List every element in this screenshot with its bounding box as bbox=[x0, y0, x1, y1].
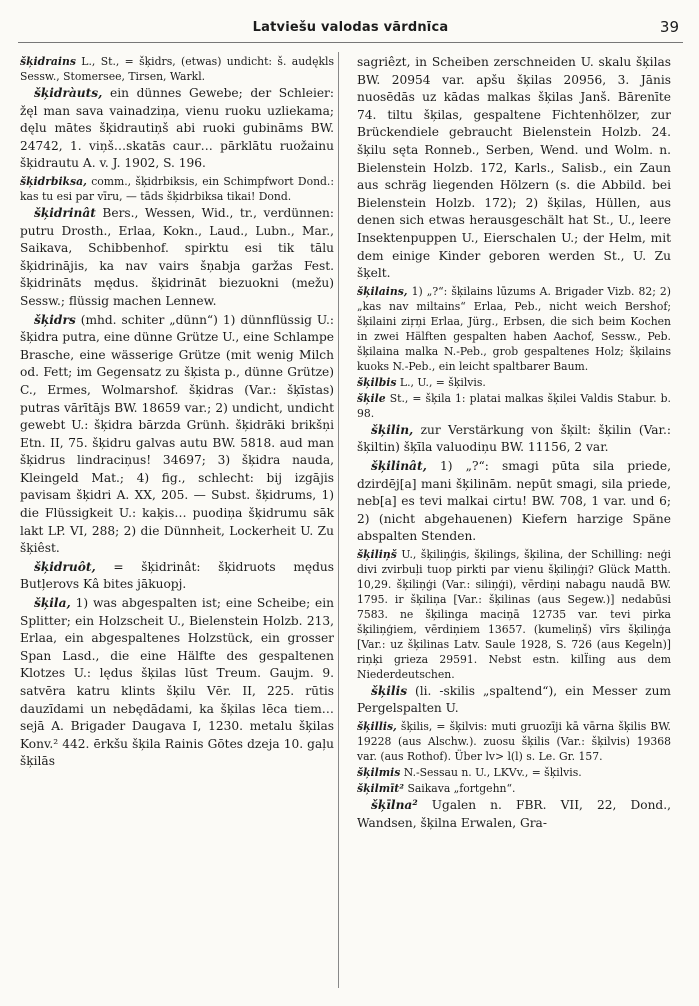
entry-definition: sagriêzt, in Scheiben zerschneiden U. skalu šķilas BW. 20954 var. apšu šķilas 20956, 3. Jānis nuosēdās uz kādas malkas šķilas Janš. Bārenīte 74. tiltu šķilas, gespaltene Fichtenhölzer, zur Brückendiele gebraucht Bielenstein Holzb. 24. šķilu sęta Ronneb., Serben, Wend. und Wolm. n. Bielenstein Holzb. 172, Karls., Salisb., ein Zaun aus schräg liegenden Hölzern (s. die Abbild. bei Bielenstein Holzb. 172); 2) šķilas, Hüllen, aus denen sich etwas herausgeschält hat St., U., leere Insektenpuppen U., Eierschalen U.; der Helm, mit dem einige Kinder geboren werden St., U. Zu šķelt. bbox=[357, 55, 671, 281]
entry-definition: šķilis, = šķilvis: muti gruozīji kā vārna šķilis BW. 19228 (aus Alschw.). zuosu šķilis (Var.: šķilvis) 19368 var. (aus Rothof). Über lv> l(l) s. Le. Gr. 157. bbox=[357, 720, 671, 764]
entry-headword: šķidrbiksa, bbox=[20, 174, 87, 188]
dictionary-entry bbox=[357, 458, 671, 546]
dictionary-entry bbox=[20, 559, 334, 594]
entry-headword: šķilis bbox=[371, 683, 408, 698]
page-number: 39 bbox=[659, 18, 679, 36]
entry-headword: šķidruôt, bbox=[34, 559, 96, 574]
entry-headword: šķidràuts, bbox=[34, 86, 103, 100]
entry-definition: = šķidrinât: šķidruots mędus Butļerovs Kâ bites jākuopj. bbox=[20, 559, 334, 592]
entry-definition: zur Verstärkung von šķilt: šķilin (Var.: šķiltin) šķīla valuodiņu BW. 11156, 2 var. bbox=[357, 422, 671, 455]
entry-headword: šķidrinât bbox=[34, 205, 96, 220]
dictionary-entry bbox=[20, 174, 334, 204]
dictionary-entry bbox=[357, 547, 671, 682]
entry-definition: 1) was abgespalten ist; eine Scheibe; ein Splitter; ein Holzscheit U., Bielenstein Holzb. 213, Erlaa, ein abgespaltenes Holzstück, ein grosser Span Lasd., die eine Hälfte des gespaltenen Klotzes U.: lędus šķilas lūst Treum. Gaujm. 9. satvēra katru klints šķilu Vēr. II, 225. rūtis dauzīdami un nebędādami, ka šķilas lēca tiem… sejā A. Brigader Daugava I, 1230. metalu šķilas Konv.² 442. ērkšu šķila Rainis Gōtes dzeja 10. gaļu šķilās bbox=[20, 596, 334, 769]
entry-definition: Bers., Wessen, Wid., tr., verdünnen: putru Drosth., Erlaa, Kokn., Laud., Lubn., Mar., Saikava, Schibbenhof. spirktu esi tik tālu šķidrinājis, ka nav vairs šņabja garžas Fest. šķidrināts mędus. šķidrināt biezuokni (mežu) Sessw.; flüssig machen Lennew. bbox=[20, 205, 334, 308]
entry-headword: šķiliņš bbox=[357, 547, 397, 561]
entry-definition: (mhd. schiter „dünn“) 1) dünnflüssig U.: šķidra putra, eine dünne Grütze U., eine Schlampe Brasche, eine wässerige Grütze (mit wenig Milch od. Fett; im Gegensatz zu šķista p., dünne Grütze) C., Ermes, Wolmarshof. šķidras (Var.: šķīstas) putras vārītājs BW. 18659 var.; 2) undicht, undicht gewebt U.: šķidra bārzda Grünh. šķidrāki brikšņi Etn. II, 75. šķidru galvas autu BW. 5818. aud man šķidrus lindraciņus! 34697; 3) šķidra nauda, Kleingeld Mat.; 4) fig., schlecht: bij izgājis pavisam šķidri A. XX, 205. — Subst. šķidrums, 1) die Flüssigkeit U.: kaķis… puodiņa šķidrumu sāk lakt LP. VI, 288; 2) die Dünnheit, Lockerheit U. Zu šķiêst. bbox=[20, 312, 334, 556]
entry-headword: šķilmīt² bbox=[357, 782, 405, 796]
left-column bbox=[20, 54, 334, 772]
dictionary-entry bbox=[20, 595, 334, 771]
entry-definition: (li. -skilis „spaltend“), ein Messer zum Pergelspalten U. bbox=[357, 683, 671, 716]
entry-headword: šķidrs bbox=[34, 312, 76, 327]
entry-definition: ein dünnes Gewebe; der Schleier: žęl man sava vainadziņa, vienu ruoku uzliekama; dęlu mātes šķidrautiņš abi ruoki gubināms BW. 24742, 1. viņš…skatās caur… pārklātu ruožainu šķidrautu A. v. J. 1902, S. 196. bbox=[20, 86, 334, 171]
dictionary-entry bbox=[357, 797, 671, 832]
entry-headword: šķile bbox=[357, 391, 386, 405]
dictionary-entry bbox=[357, 765, 671, 780]
entry-definition: Ugalen n. FBR. VII, 22, Dond., Wandsen, šķilna Erwalen, Gra- bbox=[357, 798, 671, 830]
entry-headword: šķilains, bbox=[357, 284, 408, 298]
entry-definition: N.-Sessau n. U., LKVv., = šķilvis. bbox=[400, 766, 582, 780]
dictionary-entry bbox=[20, 54, 334, 84]
entry-headword: šķidrains bbox=[20, 55, 76, 68]
entry-headword: šķilin, bbox=[371, 422, 414, 437]
entry-definition: 1) „?“: smagi pūta sila priede, dzirdēj[a] mani šķilinām. nepūt smagi, sila priede, neb[a] es tevi malkai cirtu! BW. 708, 1 var. und 6; 2) (nicht abgehauenen) Kiefern harzige Späne abspalten Stenden. bbox=[357, 458, 671, 544]
dictionary-entry bbox=[357, 375, 671, 390]
running-title: Latviešu valodas vārdnīca bbox=[252, 20, 449, 35]
entry-definition: L., U., = šķilvis. bbox=[396, 375, 486, 389]
entry-headword: šķīlna² bbox=[371, 798, 418, 813]
dictionary-entry bbox=[20, 312, 334, 558]
entry-headword: šķila, bbox=[34, 596, 71, 611]
entry-definition: L., St., = šķidrs, (etwas) undicht: š. audękls Sessw., Stomersee, Tirsen, Warkl. bbox=[20, 55, 334, 83]
entry-headword: šķilmis bbox=[357, 766, 401, 780]
entry-definition: Saikava „fortgehn“. bbox=[404, 782, 516, 796]
entry-headword: šķilbis bbox=[357, 375, 397, 389]
right-column bbox=[357, 54, 671, 833]
dictionary-entry bbox=[20, 85, 334, 173]
dictionary-entry bbox=[357, 719, 671, 764]
entry-definition: U., šķiliņģis, šķilings, šķilina, der Schilling: neģi divi zvirbuļi tuop pirkti par vienu šķiliņģi? Glück Matth. 10,29. šķiliņģi (Var.: siliņģi), vērdiņi nabagu naudā BW. 1795. ir šķiliņa [Var.: šķilinas (aus Segew.)] nedabūsi 7583. ne šķilinga maciņā 12735 var. tevi pirka šķiliņģiem, vērdiņiem 13657. (kumeliņš) vīrs šķiliņģa [Var.: uz šķilinas Latv. Saule 1928, S. 726 (aus Kegeln)] riņķi grieza 29591. Nebst estn. kilÏing aus dem Niederdeutschen. bbox=[357, 547, 671, 681]
page-header bbox=[18, 12, 683, 43]
dictionary-entry bbox=[357, 683, 671, 718]
entry-definition: comm., šķidrbiksis, ein Schimpfwort Dond.: kas tu esi par vīru, — tāds šķidrbiksa tikai! Dond. bbox=[20, 174, 334, 203]
dictionary-entry bbox=[357, 422, 671, 457]
entry-definition: 1) „?“: šķilains lūzums A. Brigader Vizb. 82; 2) „kas nav miltains“ Erlaa, Peb., nicht weich Bershof; šķilaini ziŗņi Erlaa, Jürg., Erbsen, die sich beim Kochen in zwei Hälften gespalten haben Aachof, Sessw., Peb. šķilaina malka N.-Peb., grob gespaltenes Holz; šķilains kuoks N.-Peb., ein leicht spaltbarer Baum. bbox=[357, 284, 671, 373]
dictionary-entry bbox=[357, 54, 671, 283]
column-divider bbox=[338, 52, 339, 988]
entry-definition: St., = šķila 1: platai malkas šķilei Valdis Stabur. b. 98. bbox=[357, 391, 671, 420]
entry-headword: šķillis, bbox=[357, 720, 397, 734]
entry-headword: šķilinât, bbox=[371, 458, 427, 473]
dictionary-entry bbox=[357, 781, 671, 796]
dictionary-entry bbox=[357, 284, 671, 374]
dictionary-entry bbox=[20, 205, 334, 311]
dictionary-entry bbox=[357, 391, 671, 421]
